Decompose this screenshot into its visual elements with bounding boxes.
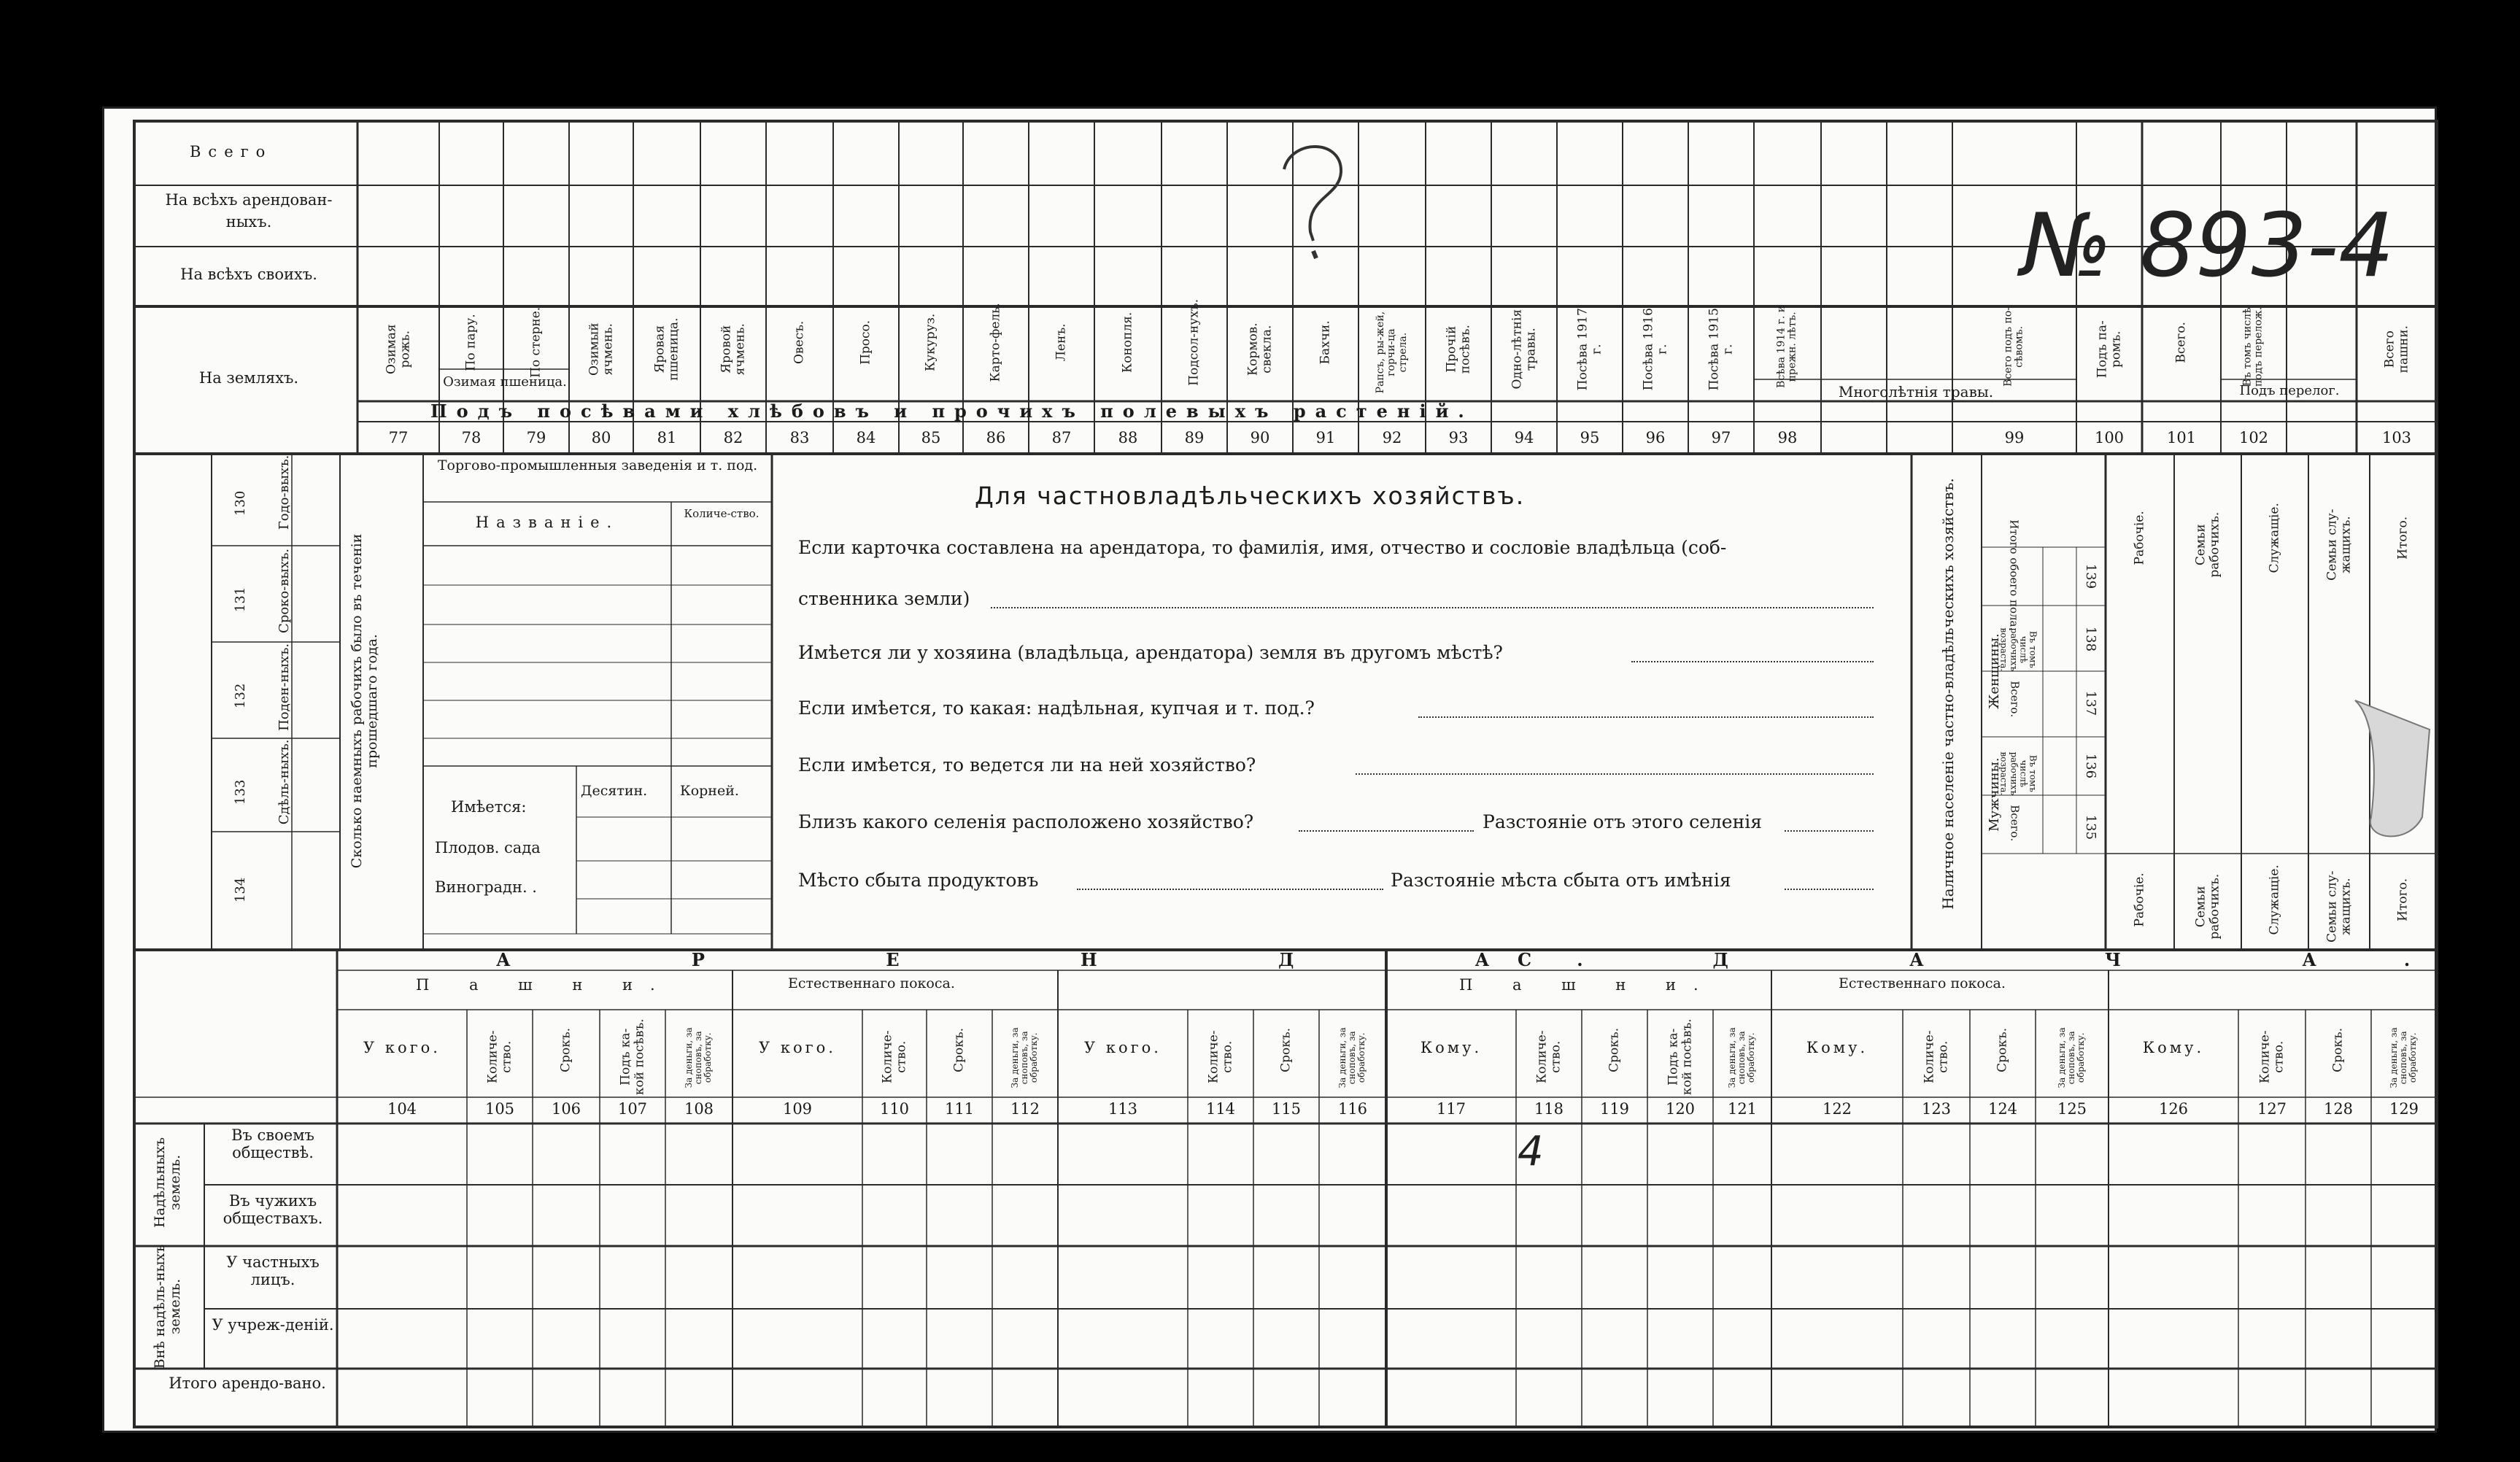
column-number: 108: [684, 1100, 714, 1118]
bottom-column-header: Количе-ство.: [1922, 1030, 1950, 1083]
crop-header: Яровая пшеница.: [652, 317, 681, 381]
crop-header: Карто-фель.: [988, 303, 1003, 382]
num-138: 138: [2082, 626, 2098, 652]
men-total: Всего.: [2008, 805, 2022, 842]
column-number: 100: [2094, 429, 2125, 446]
column-number: 112: [1010, 1100, 1040, 1118]
crop-header: Прочій посѣвъ.: [1444, 325, 1472, 374]
answer-line-5b[interactable]: [1785, 817, 1874, 832]
column-number: 99: [2004, 429, 2025, 446]
column-number: 103: [2381, 429, 2412, 446]
column-number: 102: [2238, 429, 2269, 446]
column-number: 93: [1448, 429, 1469, 446]
bottom-column-header: За деньги, за сноповъ, за обработку.: [2057, 1027, 2087, 1088]
women-workers: Въ томъ числѣ рабочихъ возраста.: [1998, 627, 2038, 672]
handwritten-cell-value: 4: [1518, 1128, 1544, 1175]
answer-line-3[interactable]: [1418, 703, 1874, 718]
column-number: 116: [1337, 1100, 1368, 1118]
perennial-grass-group: Многолѣтнія травы.: [1838, 383, 1994, 401]
crop-header: Всего.: [2173, 322, 2189, 363]
bottom-column-header: Срокъ.: [1607, 1027, 1622, 1072]
crop-header: Подсол-нухъ.: [1186, 298, 1202, 386]
crop-header: Бахчи.: [1318, 320, 1333, 365]
column-number: 118: [1534, 1100, 1564, 1118]
column-number: 90: [1250, 429, 1270, 446]
num-136: 136: [2082, 753, 2098, 779]
hired-workers-label: Сколько наемныхъ рабочихъ было въ теченіи прошедшаго года.: [349, 533, 380, 869]
row-total-label: Всего: [190, 143, 273, 160]
right-column-header: Семьи слу-жащихъ.: [2324, 870, 2353, 943]
column-number: 121: [1727, 1100, 1758, 1118]
crop-header: Озимая рожь.: [384, 324, 412, 374]
question-3: Если имѣется, то какая: надѣльная, купчая и т. под.?: [798, 697, 1315, 719]
column-number: 96: [1645, 429, 1666, 446]
column-number: 115: [1271, 1100, 1302, 1118]
column-number: 82: [723, 429, 743, 446]
column-number: 83: [789, 429, 810, 446]
crop-header: Всего подъ по-сѣвомъ.: [2002, 306, 2025, 387]
right-column-header: Итого.: [2395, 516, 2411, 560]
column-number: 89: [1184, 429, 1205, 446]
vne-nadel-group-label: Внѣ надѣль-ныхъ земель.: [152, 1244, 183, 1369]
column-number: 105: [484, 1100, 515, 1118]
num-139: 139: [2082, 563, 2098, 589]
crop-header: Одно-лѣтнія травы.: [1510, 309, 1538, 390]
crop-header: Въ томъ числѣ подъ перелож.: [2241, 306, 2265, 387]
answer-line-4[interactable]: [1356, 760, 1874, 775]
column-number: 97: [1711, 429, 1731, 446]
answer-line-6b[interactable]: [1785, 875, 1874, 890]
worker-num-133: 133: [233, 779, 249, 805]
crop-header: Просо.: [858, 320, 873, 365]
answer-line-1[interactable]: [991, 594, 1874, 608]
row-lands-label: На земляхъ.: [198, 369, 299, 387]
answer-line-2[interactable]: [1631, 648, 1874, 662]
crop-header: Всего пашни.: [2382, 325, 2411, 374]
crop-header: По стерне.: [528, 306, 544, 378]
crop-header: Конопля.: [1120, 312, 1135, 373]
crop-header: Посѣва 1915 г.: [1707, 308, 1735, 391]
bottom-column-header: Количе-ство.: [2257, 1030, 2286, 1083]
column-number: 119: [1599, 1100, 1630, 1118]
trade-title: Торгово-промышленныя заведенія и т. под.: [437, 457, 758, 473]
crop-header: Озимый ячмень.: [587, 322, 615, 376]
column-number: 104: [387, 1100, 417, 1118]
desyatin-header: Десятин.: [581, 783, 648, 799]
nadel-group-label: Надѣльныхъ земель.: [152, 1137, 183, 1228]
question-5a: Близъ какого селенія расположено хозяйство?: [798, 811, 1254, 832]
arenda-title: А Р Е Н Д А.: [496, 949, 1671, 970]
column-number: 113: [1108, 1100, 1138, 1118]
crop-header: Овесъ.: [792, 320, 807, 364]
right-column-header: Рабочіе.: [2132, 873, 2147, 927]
crop-header: По пару.: [463, 314, 479, 371]
bottom-column-header: Количе-ство.: [880, 1030, 908, 1083]
question-2: Имѣется ли у хозяина (владѣльца, арендатора) земля въ другомъ мѣстѣ?: [798, 642, 1503, 663]
bottom-column-header: Количе-ство.: [1534, 1030, 1563, 1083]
right-column-header: Рабочіе.: [2132, 511, 2147, 565]
crop-header: Ленъ.: [1054, 323, 1069, 362]
bottom-column-header: Количе-ство.: [1206, 1030, 1234, 1083]
column-number: 106: [551, 1100, 581, 1118]
bottom-column-header: Подъ ка-кой посѣвъ.: [618, 1018, 646, 1096]
worker-daily: Поден-ныхъ.: [277, 643, 293, 731]
bottom-column-header: Срокъ.: [558, 1027, 573, 1072]
bottom-column-header: У кого.: [759, 1039, 836, 1056]
handwritten-question-mark: [1277, 109, 1335, 236]
column-number: 129: [2389, 1100, 2419, 1118]
right-column-header: Итого.: [2395, 878, 2411, 921]
bottom-column-header: Срокъ.: [951, 1027, 967, 1072]
bottom-column-header: Срокъ.: [1995, 1027, 2010, 1072]
worker-num-132: 132: [233, 683, 249, 709]
column-number: 120: [1665, 1100, 1696, 1118]
handwritten-card-number: № 893-4: [2021, 196, 2395, 297]
crop-header: Кормов. свекла.: [1245, 322, 1274, 376]
worker-num-130: 130: [233, 490, 249, 517]
column-number: 124: [1987, 1100, 2018, 1118]
question-5b: Разстояніе отъ этого селенія: [1483, 811, 1763, 832]
right-column-header: Семьи рабочихъ.: [2193, 873, 2222, 940]
sdacha-pashni: П а ш н и.: [1459, 976, 1716, 994]
question-1b: ственника земли): [798, 588, 970, 609]
right-column-header: Семьи слу-жащихъ.: [2324, 508, 2353, 581]
column-number: 81: [657, 429, 677, 446]
column-number: 88: [1118, 429, 1138, 446]
bottom-column-header: Подъ ка-кой посѣвъ.: [1666, 1018, 1694, 1096]
row-rented-label-1: На всѣхъ арендован-: [165, 191, 333, 209]
column-number: 95: [1580, 429, 1600, 446]
private-panel-title: Для частновладѣльческихъ хозяйствъ.: [975, 481, 1526, 510]
row-institutions: У учреж-деній.: [212, 1316, 334, 1334]
crop-header: Подъ па-ромъ.: [2095, 320, 2123, 379]
column-number: 84: [856, 429, 876, 446]
column-number: 114: [1205, 1100, 1236, 1118]
worker-num-134: 134: [233, 877, 249, 903]
row-rented-label-2: ныхъ.: [225, 213, 272, 231]
column-number: 127: [2257, 1100, 2287, 1118]
bottom-column-header: За деньги, за сноповъ, за обработку.: [684, 1027, 714, 1088]
row-total-rented: Итого арендо-вано.: [169, 1374, 326, 1392]
answer-line-5a[interactable]: [1299, 817, 1474, 832]
bottom-column-header: За деньги, за сноповъ, за обработку.: [1337, 1027, 1367, 1088]
column-number: 79: [526, 429, 546, 446]
column-number: 86: [986, 429, 1006, 446]
num-137: 137: [2082, 690, 2098, 716]
sown-banner: Подъ посѣвами хлѣбовъ и прочихъ полевыхъ растеній.: [430, 401, 1474, 422]
women-total: Всего.: [2008, 681, 2022, 718]
column-number: 101: [2166, 429, 2197, 446]
sdacha-title: С Д А Ч А.: [1518, 949, 2498, 970]
men-workers: Въ томъ числѣ рабочихъ возраста.: [1998, 751, 2038, 796]
column-number: 110: [879, 1100, 910, 1118]
column-number: 92: [1382, 429, 1402, 446]
trade-qty-header: Количе-ство.: [684, 507, 760, 520]
column-number: 123: [1921, 1100, 1952, 1118]
right-column-header: Служащіе.: [2267, 503, 2282, 573]
row-other-community: Въ чужихъ обществахъ.: [223, 1192, 323, 1228]
fallow-group: Подъ перелог.: [2239, 383, 2340, 398]
bottom-column-header: Кому.: [2142, 1039, 2205, 1056]
winter-wheat-group: Озимая пшеница.: [443, 374, 567, 390]
worker-num-131: 131: [233, 587, 249, 613]
bottom-column-header: Срокъ.: [2330, 1027, 2346, 1072]
question-4: Если имѣется, то ведется ли на ней хозяйство?: [798, 754, 1256, 776]
crop-header: Посѣва 1916 г.: [1641, 308, 1669, 391]
bottom-column-header: За деньги, за сноповъ, за обработку.: [1727, 1027, 1757, 1088]
crop-header: Кукуруз.: [923, 313, 938, 372]
has-label: Имѣется:: [451, 798, 527, 816]
question-6a: Мѣсто сбыта продуктовъ: [798, 870, 1039, 891]
column-number: 77: [388, 429, 409, 446]
arenda-pokos: Естественнаго покоса.: [788, 975, 955, 991]
column-number: 128: [2323, 1100, 2354, 1118]
garden-label: Плодов. сада: [435, 839, 541, 856]
vineyard-label: Виноградн. .: [435, 878, 537, 896]
column-number: 85: [921, 429, 941, 446]
column-number: 94: [1514, 429, 1534, 446]
column-number: 117: [1436, 1100, 1466, 1118]
men-label: Мужчины.: [1987, 757, 2003, 832]
bottom-column-header: У кого.: [1084, 1039, 1162, 1056]
trade-name-header: Названіе.: [475, 514, 619, 531]
column-number: 80: [591, 429, 611, 446]
right-column-header: Служащіе.: [2267, 865, 2282, 935]
right-column-header: Семьи рабочихъ.: [2193, 511, 2222, 578]
crop-header: Рапсъ, ры-жей, горчи-ца стрела.: [1374, 311, 1409, 394]
crop-header: Всѣва 1914 г. и прежн. лѣтъ.: [1775, 305, 1798, 388]
population-label: Наличное населеніе частно-владѣльческихъ хозяйствъ.: [1939, 478, 1957, 910]
crop-header: Посѣва 1917 г.: [1575, 308, 1604, 391]
sdacha-pokos: Естественнаго покоса.: [1839, 975, 2006, 991]
bottom-column-header: Срокъ.: [1278, 1027, 1294, 1072]
column-number: 125: [2057, 1100, 2087, 1118]
bottom-column-header: За деньги, за сноповъ, за обработку.: [2389, 1027, 2419, 1088]
total-both-sexes: Итого обоего пола.: [2007, 519, 2021, 631]
worker-annual: Годо-выхъ.: [277, 455, 293, 530]
bottom-column-header: Кому.: [1806, 1039, 1868, 1056]
bottom-column-header: Кому.: [1420, 1039, 1483, 1056]
row-own-community: Въ своемъ обществѣ.: [231, 1126, 314, 1162]
question-1a: Если карточка составлена на арендатора, то фамилія, имя, отчество и сословіе владѣльца (соб-: [798, 537, 1727, 558]
row-own-label: На всѣхъ своихъ.: [180, 266, 317, 283]
column-number: 111: [944, 1100, 975, 1118]
column-number: 87: [1051, 429, 1072, 446]
worker-term: Сроко-выхъ.: [277, 548, 293, 633]
column-number: 109: [782, 1100, 813, 1118]
num-135: 135: [2082, 814, 2098, 840]
korney-header: Корней.: [680, 783, 739, 799]
row-private-persons: У частныхъ лицъ.: [226, 1253, 320, 1289]
column-number: 78: [461, 429, 482, 446]
bottom-column-header: Количе-ство.: [485, 1030, 514, 1083]
worker-piece: Сдѣль-ныхъ.: [277, 739, 293, 825]
question-6b: Разстояніе мѣста сбыта отъ имѣнія: [1391, 870, 1731, 891]
column-number: 122: [1822, 1100, 1852, 1118]
column-number: 107: [617, 1100, 648, 1118]
women-label: Женщины.: [1987, 633, 2003, 709]
crop-header: Яровой ячмень.: [719, 323, 747, 376]
bottom-column-header: За деньги, за сноповъ, за обработку.: [1010, 1027, 1040, 1088]
column-number: 98: [1777, 429, 1798, 446]
answer-line-6a[interactable]: [1077, 875, 1383, 890]
column-number: 91: [1315, 429, 1336, 446]
bottom-column-header: У кого.: [363, 1039, 441, 1056]
column-number: 126: [2158, 1100, 2189, 1118]
arenda-pashni: П а ш н и.: [416, 976, 673, 994]
